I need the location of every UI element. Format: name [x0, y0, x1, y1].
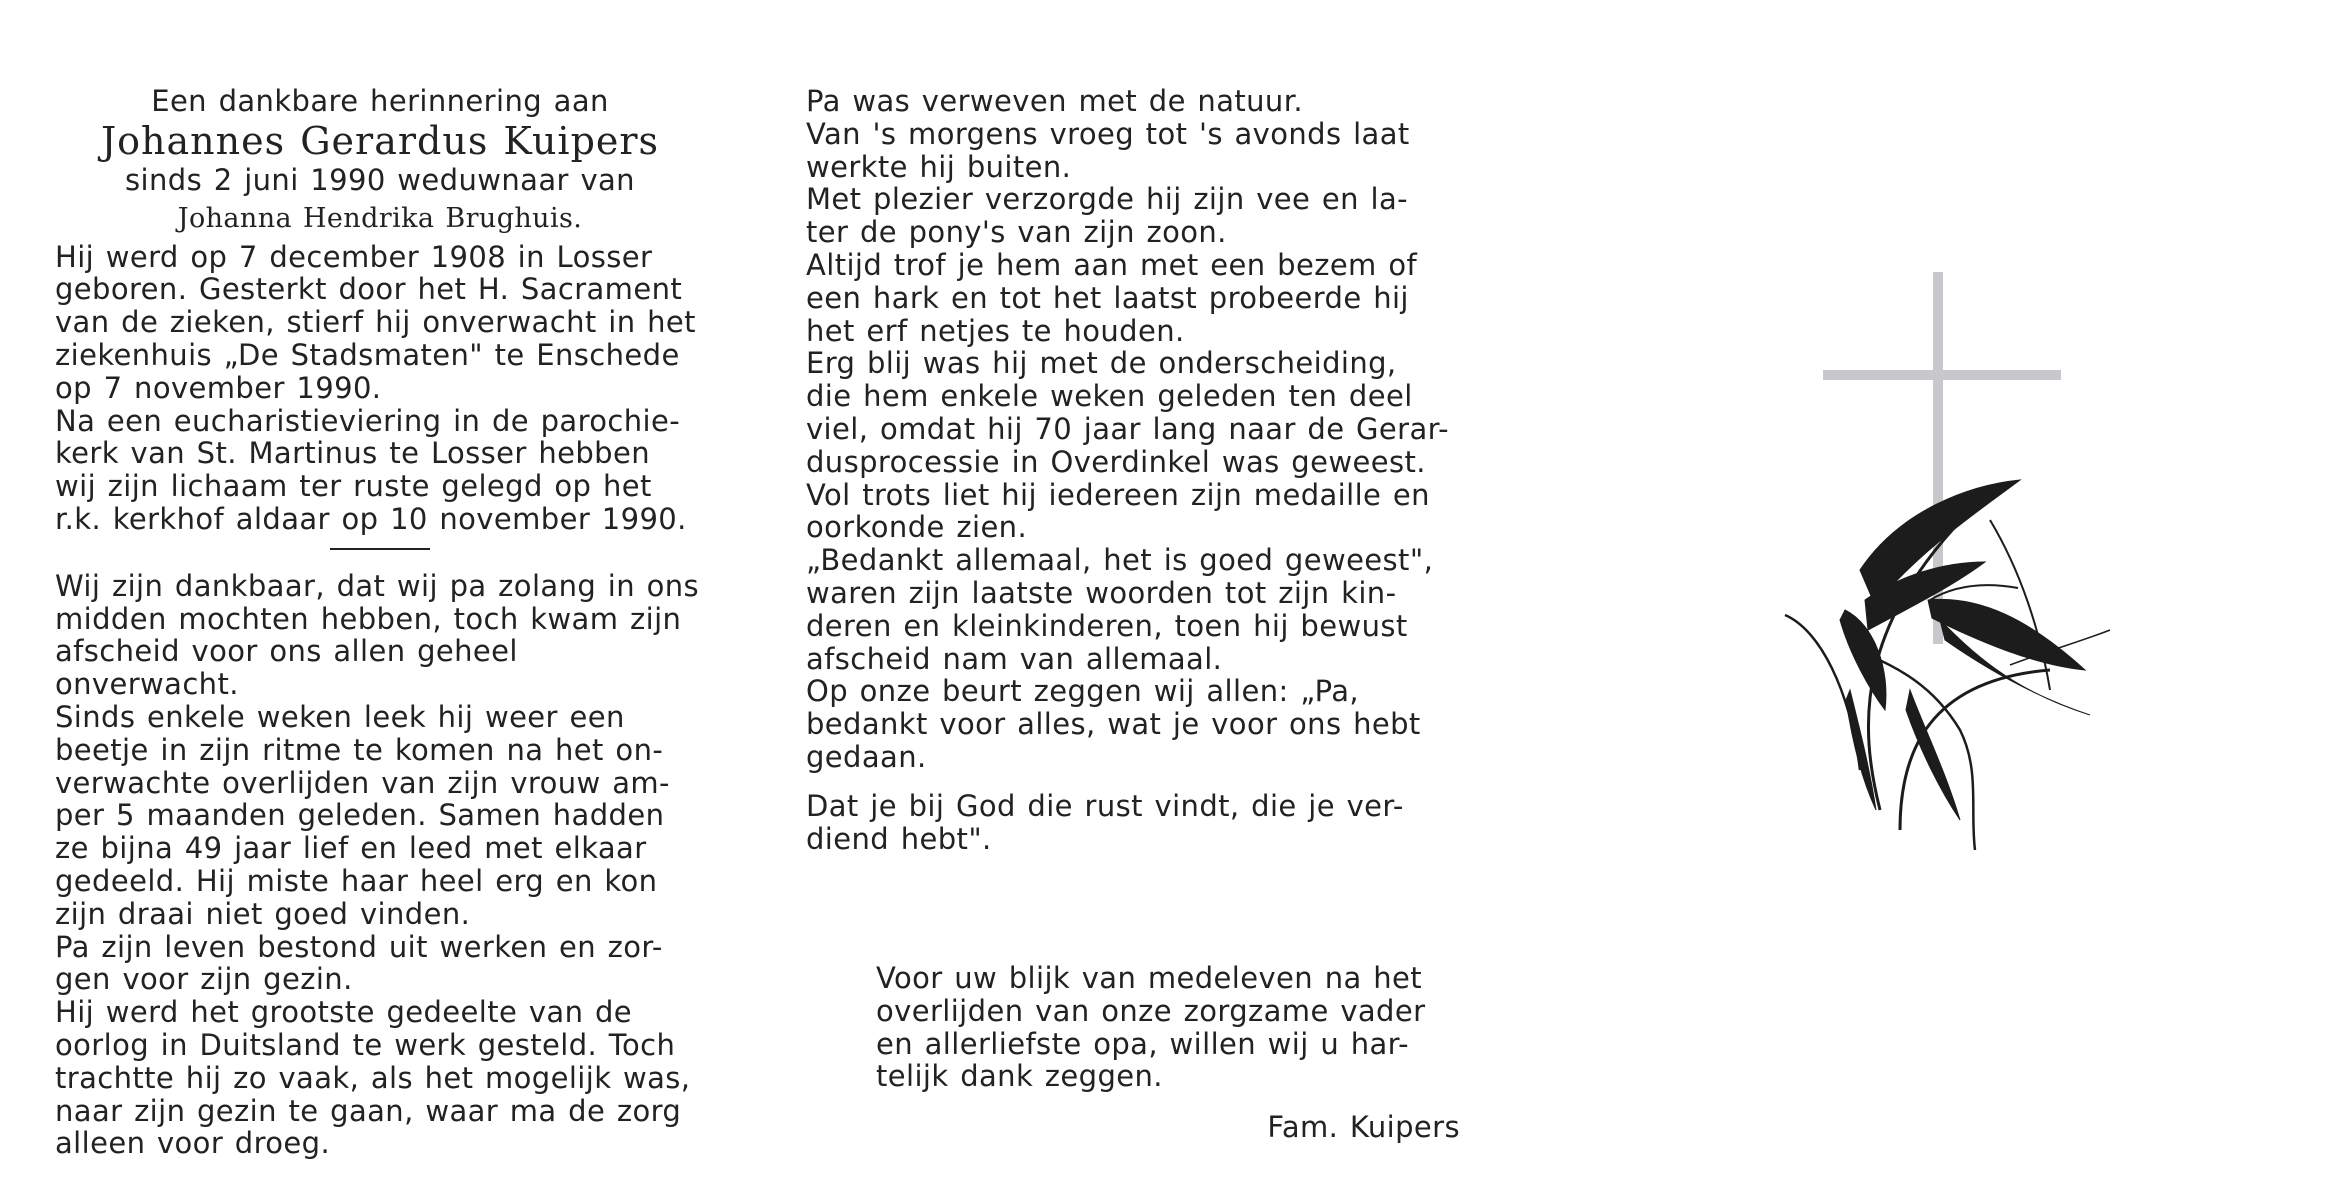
text-line: oorlog in Duitsland te werk gesteld. Toch: [55, 1027, 676, 1062]
middle-column: [806, 85, 1456, 855]
deceased-name: Johannes Gerardus Kuipers: [100, 118, 660, 163]
text-line: Voor uw blijk van medeleven na het: [876, 961, 1423, 995]
text-line: waren zijn laatste woorden tot zijn kin-: [806, 575, 1397, 610]
text-line: midden mochten hebben, toch kwam zijn: [55, 601, 682, 636]
wheat-icon: [1785, 480, 2110, 850]
text-line: bedankt voor alles, wat je voor ons hebt: [806, 707, 1421, 742]
text-line: Altijd trof je hem aan met een bezem of: [806, 247, 1418, 282]
text-line: Wij zijn dankbaar, dat wij pa zolang in ons: [55, 568, 700, 603]
text-line: Sinds enkele weken leek hij weer een: [55, 699, 625, 734]
text-line: per 5 maanden geleden. Samen hadden: [55, 798, 665, 833]
text-line: geboren. Gesterkt door het H. Sacrament: [55, 272, 683, 307]
text-line: Vol trots liet hij iedereen zijn medaille en: [806, 477, 1430, 512]
widower-line: sinds 2 juni 1990 weduwnaar van: [125, 162, 635, 197]
text-line: trachtte hij zo vaak, als het mogelijk was,: [55, 1060, 691, 1095]
text-line: afscheid voor ons allen geheel onverwacht.: [55, 634, 518, 702]
text-line: gedeeld. Hij miste haar heel erg en kon: [55, 863, 658, 898]
text-line: van de zieken, stierf hij onverwacht in het: [55, 305, 696, 340]
text-line: wij zijn lichaam ter ruste gelegd op het: [55, 469, 652, 504]
text-line: oorkonde zien.: [806, 510, 1028, 545]
text-line: diend hebt".: [806, 821, 992, 856]
text-line: Erg blij was hij met de onderscheiding,: [806, 346, 1397, 381]
left-column: [55, 85, 705, 1160]
text-line: „Bedankt allemaal, het is goed geweest",: [806, 543, 1434, 578]
biography-paragraph: [55, 241, 705, 536]
eulogy-text-right: [806, 85, 1456, 774]
thanks-note: [876, 962, 1460, 1144]
text-line: beetje in zijn ritme te komen na het on-: [55, 732, 664, 767]
intro-line: Een dankbare herinnering aan: [151, 84, 609, 118]
text-line: het erf netjes te houden.: [806, 313, 1185, 348]
text-line: Op onze beurt zeggen wij allen: „Pa,: [806, 674, 1360, 709]
eulogy-text-left: [55, 570, 705, 1160]
text-line: en allerliefste opa, willen wij u har-: [876, 1026, 1410, 1061]
text-line: kerk van St. Martinus te Losser hebben: [55, 436, 650, 471]
text-line: verwachte overlijden van zijn vrouw am-: [55, 765, 670, 800]
text-line: Hij werd op 7 december 1908 in Losser: [55, 239, 653, 274]
section-divider: [330, 548, 430, 550]
thanks-text: [876, 962, 1460, 1093]
text-line: gedaan.: [806, 739, 927, 774]
text-line: Van 's morgens vroeg tot 's avonds laat: [806, 116, 1410, 151]
text-line: gen voor zijn gezin.: [55, 962, 353, 997]
text-line: die hem enkele weken geleden ten deel: [806, 379, 1413, 414]
text-line: afscheid nam van allemaal.: [806, 641, 1223, 676]
text-line: ter de pony's van zijn zoon.: [806, 215, 1227, 250]
text-line: op 7 november 1990.: [55, 370, 382, 405]
family-signature: Fam. Kuipers: [1267, 1110, 1460, 1145]
text-line: Pa zijn leven bestond uit werken en zor-: [55, 929, 663, 964]
text-line: overlijden van onze zorgzame vader: [876, 993, 1426, 1028]
text-line: ze bijna 49 jaar lief en leed met elkaar: [55, 831, 647, 866]
cross-and-wheat-emblem: [1780, 270, 2140, 860]
text-line: alleen voor droeg.: [55, 1126, 331, 1161]
text-line: Dat je bij God die rust vindt, die je ver-: [806, 788, 1404, 823]
text-line: Pa was verweven met de natuur.: [806, 84, 1303, 118]
text-line: ziekenhuis „De Stadsmaten" te Enschede: [55, 337, 680, 372]
text-line: deren en kleinkinderen, toen hij bewust: [806, 608, 1408, 643]
closing-wish: [806, 790, 1456, 856]
text-line: viel, omdat hij 70 jaar lang naar de Gerar-: [806, 411, 1449, 446]
text-line: r.k. kerkhof aldaar op 10 november 1990.: [55, 501, 687, 536]
text-line: dusprocessie in Overdinkel was geweest.: [806, 444, 1426, 479]
spouse-name: Johanna Hendrika Brughuis.: [177, 202, 583, 234]
text-line: zijn draai niet goed vinden.: [55, 896, 471, 931]
cross-horizontal-bar: [1823, 370, 2061, 380]
text-line: Na een eucharistieviering in de parochie-: [55, 403, 681, 438]
text-line: Met plezier verzorgde hij zijn vee en la-: [806, 182, 1409, 217]
text-line: een hark en tot het laatst probeerde hij: [806, 280, 1409, 315]
text-line: werkte hij buiten.: [806, 149, 1072, 184]
text-line: Hij werd het grootste gedeelte van de: [55, 995, 633, 1030]
text-line: naar zijn gezin te gaan, waar ma de zorg: [55, 1093, 682, 1128]
text-line: telijk dank zeggen.: [876, 1059, 1163, 1094]
